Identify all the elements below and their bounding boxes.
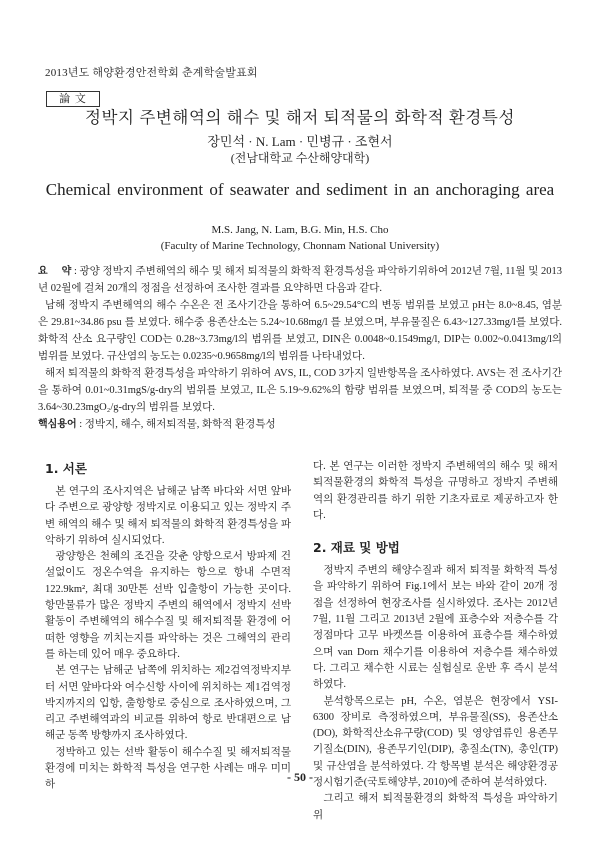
paper-title-en: Chemical environment of seawater and sediment in an anchoraging area bbox=[45, 180, 555, 199]
body-paragraph: 정박하고 있는 선박 활동이 해수수질 및 해저퇴적물환경에 미치는 화학적 특성을 연구한 사례는 매우 미미하 bbox=[45, 746, 291, 791]
body-paragraph: 본 연구의 조사지역은 남해군 남쪽 바다와 서면 앞바다 주변으로 광양항 정박지로 이용되고 있는 정박지 주변 해역의 해수 및 해저 퇴적물의 화학적 환경특성을 파악하기 위하여 실시되었다. bbox=[45, 486, 291, 546]
keywords bbox=[38, 415, 562, 431]
section-heading: 1. 서론 bbox=[45, 461, 87, 476]
affiliation-ko: (전남대학교 수산해양대학) bbox=[230, 151, 370, 165]
abstract-paragraph: 해저 퇴적물의 화학적 환경특성을 파악하기 위하여 AVS, IL, COD 3가지 일반항목을 조사하였다. AVS는 전 조사기간을 통하여 0.01~0.31mgS/g-dry의 범위를 보였고, IL은 5.19~9.62%의 함량 범위를 보였으며, 퇴적물 중 COD의 농도는 3.64~30.23mgO₂/g-dry의 범위를 보였다. bbox=[38, 368, 562, 413]
body-paragraph: 그리고 해저 퇴적물환경의 화학적 특성을 파악하기 위 bbox=[313, 793, 558, 821]
page-number: - 50 - bbox=[287, 770, 313, 784]
right-column bbox=[313, 459, 558, 821]
abstract-paragraph: 남해 정박지 주변해역의 해수 수온은 전 조사기간을 통하여 6.5~29.54°C의 변동 범위를 보였고 pH는 8.0~8.45, 염분은 29.81~34.86 psu 를 보였다. 해수중 용존산소는 5.24~10.68mg/l 를 보였으며, 부유물질은 6.43~127.33mg/l를 보였다. 화학적 산소 요구량인 COD는 0.28~3.73mg/l의 범위를 보였고, DIN은 0.0048~0.1549mg/l, DIP는 0.002~0.0413mg/l의 범위를 보였다. 규산염의 농도는 0.0235~0.9658mg/l의 범위를 나타내었다. bbox=[38, 300, 562, 362]
conference-header: 2013년도 해양환경안전학회 춘계학술발표회 bbox=[45, 67, 258, 79]
abstract-paragraph bbox=[38, 263, 562, 297]
paper-title-ko: 정박지 주변해역의 해수 및 해저 퇴적물의 화학적 환경특성 bbox=[84, 108, 515, 127]
left-column bbox=[45, 459, 291, 791]
body-paragraph: 분석항목으로는 pH, 수온, 염분은 현장에서 YSI-6300 장비로 측정하였으며, 부유물질(SS), 용존산소(DO), 화학적산소유구량(COD) 및 영양염류인 용존무기질소(DIN), 용존무기인(DIP), 총질소(TN), 총인(TP) 및 규산염을 분석하였다. 각 항목별 분석은 해양환경공정시험기준(국토해양부, 2010)에 준하여 분석하였다. bbox=[313, 695, 558, 789]
category-badge: 論 文 bbox=[46, 91, 100, 107]
body-paragraph-continuation: 다. 본 연구는 이러한 정박지 주변해역의 해수 및 해저퇴적물환경의 화학적 특성을 규명하고 정박지 주변해역의 환경관리를 하기 위한 기초자료로 제공하고자 한다. bbox=[313, 461, 558, 521]
abstract-text: : 광양 정박지 주변해역의 해수 및 해저 퇴적물의 화학적 환경특성을 파악하기위하여 2012년 7월, 11월 및 2013년 02월에 걸쳐 20개의 정점을 선정하여 조사한 결과를 요약하면 다음과 같다. bbox=[38, 266, 562, 294]
abstract bbox=[38, 263, 562, 416]
section-heading: 2. 재료 및 방법 bbox=[313, 540, 400, 556]
author-list-en: M.S. Jang, N. Lam, B.G. Min, H.S. Cho bbox=[211, 224, 389, 236]
keywords-label: 핵심용어 bbox=[38, 419, 77, 430]
affiliation-en: (Faculty of Marine Technology, Chonnam National University) bbox=[160, 240, 440, 252]
body-paragraph: 본 연구는 남해군 남쪽에 위치하는 제2검역정박지부터 서면 앞바다와 여수신항 사이에 위치하는 제1검역정박지까지의 입항, 출항항로 중심으로 조사하였으며, 그리고 주변해역과의 비교를 위하여 항로 반대편으로 남해군 동쪽 방향까지 조사하였다. bbox=[45, 665, 291, 742]
keywords-text: : 정박지, 해수, 해저퇴적물, 화학적 환경특성 bbox=[76, 419, 276, 430]
author-list-ko: 장민석 · N. Lam · 민병규 · 조현서 bbox=[207, 134, 393, 149]
body-paragraph: 정박지 주변의 해양수질과 해저 퇴적물 화학적 특성을 파악하기 위하여 Fig.1에서 보는 바와 같이 20개 정점을 선정하여 현장조사를 실시하였다. 조사는 2012년 7월, 11월 그리고 2013년 2월에 표층수와 저층수를 각 정점마다 고무 바켓쓰를 이용하여 표층수를 채수하였으며 van Dorn 채수기를 이용하여 저층수를 채수하였다. 그리고 채수한 시료는 실험실로 운반 후 즉시 분석하였다. bbox=[313, 565, 558, 691]
body-paragraph: 광양항은 천혜의 조건을 갖춘 양항으로서 방파제 건설없이도 정온수역을 유지하는 항으로 항내 수면적 122.9km², 최대 30만톤 선박 입출항이 가능한 곳이다. 항만물류가 많은 정박지 주변의 해역에서 정박지 선박활동이 주변해역의 해수수질 및 해저퇴적물 환경에 어떠한 영향을 끼치는지를 파악하는 것은 그해역의 관리를 하는데 있어 매우 중요하다. bbox=[45, 551, 291, 660]
abstract-label: 요 약 bbox=[38, 266, 72, 277]
